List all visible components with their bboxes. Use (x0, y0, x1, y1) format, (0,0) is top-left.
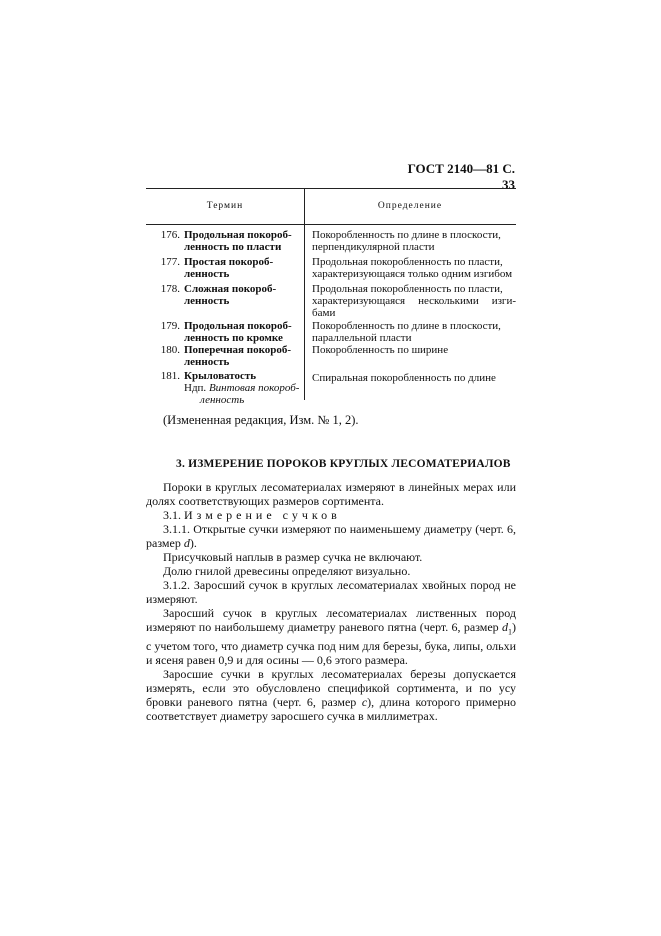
term-definition: Покоробленность по ширине (312, 344, 449, 356)
term-number: 178. (160, 283, 180, 295)
paragraph: Заросшие сучки в круглых лесоматериалах березы допускается измерять, если это обусловлено спецификой сортимента, и по усу бровки раневого пятна (черт. 6, размер c), длина которого примерно соответствует диаметру заросшего сучка в миллиметрах. (146, 667, 517, 724)
section-title: 3. ИЗМЕРЕНИЕ ПОРОКОВ КРУГЛЫХ ЛЕСОМАТЕРИАЛОВ (176, 458, 511, 470)
deprecated-term: Ндп. Винтовая покороб- (184, 382, 300, 394)
term-number: 176. (160, 229, 180, 241)
term-name: Продольная покороб- ленность по кромке (184, 320, 292, 344)
paragraph: 3.1.2. Заросший сучок в круглых лесоматериалах хвойных пород не измеряют. (146, 578, 516, 606)
term-definition: Спиральная покоробленность по длине (312, 372, 496, 384)
paragraph: Присучковый наплыв в размер сучка не включают. (163, 550, 423, 564)
term-definition: Продольная покоробленность по пласти, характеризующаяся только одним изгибом (312, 256, 513, 280)
term-number: 181. (160, 370, 180, 382)
page-header: ГОСТ 2140—81 С. 33 (407, 161, 515, 192)
amendment-note: (Измененная редакция, Изм. № 1, 2). (163, 413, 359, 427)
term-name: Сложная покороб- ленность (184, 283, 277, 307)
term-definition: Покоробленность по длине в плоскости, параллельной пласти (312, 320, 501, 344)
term-definition: Покоробленность по длине в плоскости, перпендикулярной пласти (312, 229, 501, 253)
column-header-term: Термин (206, 201, 244, 211)
paragraph: Пороки в круглых лесоматериалах измеряют в линейных мерах или долях соответствующих размеров сортимента. (146, 480, 516, 508)
column-header-definition: Определение (377, 201, 443, 211)
term-name: Простая покороб- ленность (184, 256, 274, 280)
term-number: 180. (160, 344, 180, 356)
table-column-divider (304, 188, 305, 400)
table-top-rule (146, 188, 516, 189)
paragraph: 3.1.1. Открытые сучки измеряют по наименьшему диаметру (черт. 6, размер d). (146, 522, 516, 550)
table-header-rule (146, 224, 516, 225)
term-number: 177. (160, 256, 180, 268)
paragraph: Долю гнилой древесины определяют визуально. (163, 564, 411, 578)
term-name: Крыловатость Ндп. Винтовая покороб- ленность (184, 370, 302, 406)
term-definition: Продольная покоробленность по пласти, характеризующаяся несколькими изги- бами (312, 283, 516, 319)
paragraph: Заросший сучок в круглых лесоматериалах лиственных пород измеряют по наибольшему диаметру раневого пятна (черт. 6, размер $d_1$) с учетом того, что диаметр сучка под ним для березы, бука, липы, ольхи и ясеня равен 0,9 и для осины — 0,6 этого размера. (146, 606, 516, 668)
term-name: Поперечная покороб- ленность (184, 344, 292, 368)
section-body (146, 480, 516, 723)
term-number: 179. (160, 320, 180, 332)
subsection-heading: 3.1. Измерение сучков (163, 508, 341, 522)
term-name: Продольная покороб- ленность по пласти (184, 229, 292, 253)
